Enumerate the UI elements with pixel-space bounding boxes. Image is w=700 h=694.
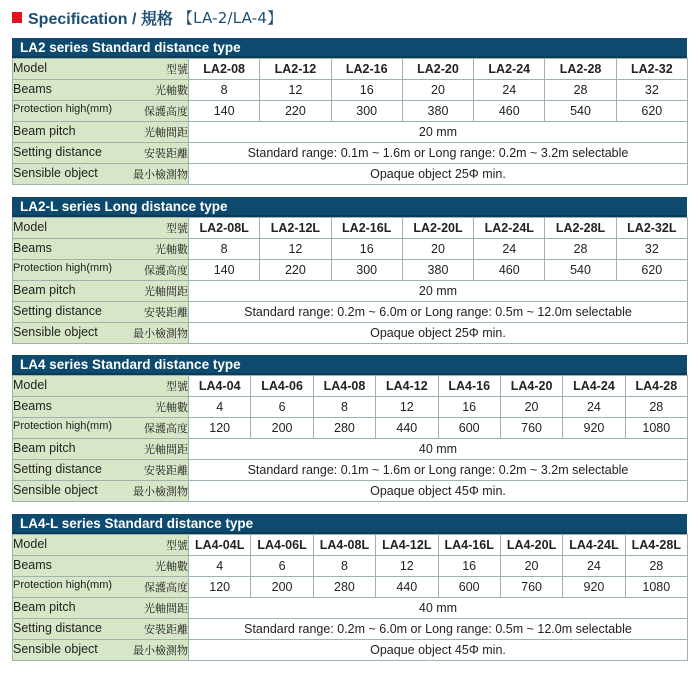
pitch-row	[13, 439, 688, 460]
model-cell: LA2-08L	[189, 218, 260, 239]
model-cell: LA2-32	[616, 59, 687, 80]
row-label	[13, 302, 189, 323]
row-label	[13, 218, 189, 239]
beams-cell: 24	[474, 239, 545, 260]
row-label-zh: 最小檢測物	[133, 644, 188, 657]
row-label-zh: 保護高度	[144, 105, 188, 118]
beams-row	[13, 239, 688, 260]
model-cell: LA4-28L	[625, 535, 687, 556]
row-label-zh: 光軸數	[155, 401, 188, 414]
setting-value: Standard range: 0.2m ~ 6.0m or Long range: 0.5m ~ 12.0m selectable	[189, 302, 688, 323]
row-label-zh: 安裝距離	[144, 623, 188, 636]
row-label-zh: 光軸數	[155, 560, 188, 573]
model-cell: LA2-20	[402, 59, 473, 80]
row-label	[13, 481, 189, 502]
beams-cell: 20	[500, 556, 562, 577]
model-cell: LA4-12	[376, 376, 438, 397]
beams-cell: 12	[376, 397, 438, 418]
pitch-row	[13, 598, 688, 619]
row-label-zh: 安裝距離	[144, 464, 188, 477]
row-label-zh: 保護高度	[144, 264, 188, 277]
spec-section	[12, 38, 687, 185]
model-row	[13, 376, 688, 397]
model-cell: LA4-06L	[251, 535, 313, 556]
protection-cell: 220	[260, 101, 331, 122]
pitch-value: 40 mm	[189, 439, 688, 460]
pitch-value: 40 mm	[189, 598, 688, 619]
model-cell: LA2-32L	[616, 218, 687, 239]
pitch-row	[13, 122, 688, 143]
row-label	[13, 323, 189, 344]
setting-row	[13, 619, 688, 640]
protection-cell: 280	[313, 577, 375, 598]
row-label	[13, 418, 189, 439]
beams-cell: 8	[189, 80, 260, 101]
protection-cell: 200	[251, 418, 313, 439]
model-cell: LA2-24L	[474, 218, 545, 239]
row-label-en: Beams	[13, 82, 52, 96]
beams-row	[13, 397, 688, 418]
protection-cell: 620	[616, 260, 687, 281]
spec-table	[12, 375, 688, 502]
row-label-en: Beams	[13, 399, 52, 413]
model-cell: LA4-12L	[376, 535, 438, 556]
protection-cell: 540	[545, 101, 616, 122]
row-label-zh: 光軸間距	[144, 443, 188, 456]
row-label-zh: 保護高度	[144, 422, 188, 435]
pitch-value: 20 mm	[189, 281, 688, 302]
protection-cell: 600	[438, 577, 500, 598]
protection-cell: 760	[500, 577, 562, 598]
model-cell: LA4-20L	[500, 535, 562, 556]
row-label	[13, 122, 189, 143]
model-cell: LA4-06	[251, 376, 313, 397]
row-label	[13, 598, 189, 619]
row-label-en: Protection high(mm)	[13, 579, 113, 591]
row-label	[13, 535, 189, 556]
model-cell: LA4-24	[563, 376, 625, 397]
beams-cell: 24	[563, 397, 625, 418]
beams-cell: 16	[331, 239, 402, 260]
row-label-zh: 最小檢測物	[133, 168, 188, 181]
pitch-value: 20 mm	[189, 122, 688, 143]
protection-row	[13, 260, 688, 281]
pitch-row	[13, 281, 688, 302]
model-cell: LA2-16	[331, 59, 402, 80]
row-label	[13, 577, 189, 598]
protection-cell: 280	[313, 418, 375, 439]
beams-cell: 16	[331, 80, 402, 101]
row-label-en: Sensible object	[13, 483, 98, 497]
row-label-en: Setting distance	[13, 304, 102, 318]
beams-cell: 16	[438, 397, 500, 418]
protection-cell: 920	[563, 577, 625, 598]
model-cell: LA4-08L	[313, 535, 375, 556]
row-label	[13, 397, 189, 418]
beams-cell: 20	[500, 397, 562, 418]
row-label-zh: 保護高度	[144, 581, 188, 594]
row-label-zh: 安裝距離	[144, 147, 188, 160]
protection-cell: 620	[616, 101, 687, 122]
model-cell: LA4-20	[500, 376, 562, 397]
model-cell: LA2-16L	[331, 218, 402, 239]
protection-cell: 600	[438, 418, 500, 439]
beams-cell: 4	[189, 397, 251, 418]
protection-row	[13, 418, 688, 439]
model-cell: LA2-20L	[402, 218, 473, 239]
protection-cell: 440	[376, 577, 438, 598]
row-label	[13, 59, 189, 80]
model-cell: LA4-04L	[189, 535, 251, 556]
row-label	[13, 239, 189, 260]
section-heading: LA2-L series Long distance type	[12, 197, 687, 217]
row-label-zh: 型號	[166, 539, 188, 552]
spec-table	[12, 58, 688, 185]
spec-table	[12, 217, 688, 344]
section-heading: LA2 series Standard distance type	[12, 38, 687, 58]
beams-cell: 28	[545, 80, 616, 101]
row-label-zh: 光軸間距	[144, 285, 188, 298]
row-label-en: Setting distance	[13, 462, 102, 476]
model-row	[13, 59, 688, 80]
beams-cell: 28	[545, 239, 616, 260]
model-cell: LA4-16L	[438, 535, 500, 556]
row-label-en: Beam pitch	[13, 600, 76, 614]
model-cell: LA2-08	[189, 59, 260, 80]
model-cell: LA4-24L	[563, 535, 625, 556]
beams-cell: 24	[563, 556, 625, 577]
section-heading: LA4 series Standard distance type	[12, 355, 687, 375]
row-label-en: Model	[13, 378, 48, 392]
row-label	[13, 556, 189, 577]
beams-cell: 12	[376, 556, 438, 577]
row-label	[13, 281, 189, 302]
row-label-en: Model	[13, 220, 48, 234]
row-label-zh: 光軸數	[155, 84, 188, 97]
setting-value: Standard range: 0.1m ~ 1.6m or Long range: 0.2m ~ 3.2m selectable	[189, 460, 688, 481]
row-label	[13, 376, 189, 397]
setting-row	[13, 143, 688, 164]
row-label-en: Sensible object	[13, 642, 98, 656]
model-cell: LA2-12L	[260, 218, 331, 239]
model-cell: LA4-16	[438, 376, 500, 397]
beams-cell: 20	[402, 80, 473, 101]
row-label	[13, 640, 189, 661]
sensible-row	[13, 164, 688, 185]
setting-value: Standard range: 0.1m ~ 1.6m or Long range: 0.2m ~ 3.2m selectable	[189, 143, 688, 164]
beams-cell: 12	[260, 239, 331, 260]
row-label-en: Protection high(mm)	[13, 103, 113, 115]
section-heading: LA4-L series Standard distance type	[12, 514, 687, 534]
model-row	[13, 535, 688, 556]
protection-cell: 540	[545, 260, 616, 281]
beams-row	[13, 556, 688, 577]
row-label	[13, 460, 189, 481]
protection-cell: 460	[474, 101, 545, 122]
row-label	[13, 101, 189, 122]
model-cell: LA4-04	[189, 376, 251, 397]
row-label-en: Beam pitch	[13, 441, 76, 455]
spec-section	[12, 514, 687, 661]
beams-cell: 32	[616, 239, 687, 260]
row-label-en: Beams	[13, 558, 52, 572]
sensible-value: Opaque object 45Φ min.	[189, 481, 688, 502]
beams-cell: 6	[251, 397, 313, 418]
protection-row	[13, 101, 688, 122]
row-label	[13, 164, 189, 185]
row-label-en: Beam pitch	[13, 124, 76, 138]
row-label-en: Setting distance	[13, 621, 102, 635]
protection-cell: 140	[189, 101, 260, 122]
model-cell: LA4-28	[625, 376, 687, 397]
row-label-en: Model	[13, 61, 48, 75]
row-label-zh: 光軸間距	[144, 602, 188, 615]
sensible-value: Opaque object 45Φ min.	[189, 640, 688, 661]
beams-cell: 24	[474, 80, 545, 101]
row-label-en: Protection high(mm)	[13, 420, 113, 432]
sensible-row	[13, 640, 688, 661]
protection-cell: 120	[189, 577, 251, 598]
setting-row	[13, 460, 688, 481]
beams-cell: 32	[616, 80, 687, 101]
protection-cell: 440	[376, 418, 438, 439]
beams-cell: 8	[189, 239, 260, 260]
model-cell: LA2-28L	[545, 218, 616, 239]
row-label	[13, 619, 189, 640]
sensible-row	[13, 323, 688, 344]
beams-cell: 6	[251, 556, 313, 577]
protection-cell: 300	[331, 101, 402, 122]
protection-cell: 1080	[625, 418, 687, 439]
beams-cell: 28	[625, 397, 687, 418]
page-title: Specification / 規格	[28, 10, 173, 28]
protection-cell: 220	[260, 260, 331, 281]
row-label	[13, 143, 189, 164]
beams-row	[13, 80, 688, 101]
protection-cell: 920	[563, 418, 625, 439]
protection-cell: 200	[251, 577, 313, 598]
page-header	[12, 6, 282, 28]
page-subtitle: 【LA-2/LA-4】	[177, 8, 283, 27]
row-label	[13, 260, 189, 281]
protection-cell: 140	[189, 260, 260, 281]
beams-cell: 20	[402, 239, 473, 260]
beams-cell: 4	[189, 556, 251, 577]
model-cell: LA2-28	[545, 59, 616, 80]
protection-cell: 120	[189, 418, 251, 439]
protection-cell: 460	[474, 260, 545, 281]
row-label-en: Beams	[13, 241, 52, 255]
beams-cell: 28	[625, 556, 687, 577]
sensible-row	[13, 481, 688, 502]
row-label-zh: 最小檢測物	[133, 327, 188, 340]
row-label-en: Setting distance	[13, 145, 102, 159]
row-label-zh: 最小檢測物	[133, 485, 188, 498]
sensible-value: Opaque object 25Φ min.	[189, 323, 688, 344]
row-label	[13, 439, 189, 460]
beams-cell: 12	[260, 80, 331, 101]
protection-cell: 300	[331, 260, 402, 281]
beams-cell: 8	[313, 397, 375, 418]
row-label-en: Beam pitch	[13, 283, 76, 297]
protection-cell: 380	[402, 101, 473, 122]
setting-value: Standard range: 0.2m ~ 6.0m or Long range: 0.5m ~ 12.0m selectable	[189, 619, 688, 640]
beams-cell: 16	[438, 556, 500, 577]
spec-section	[12, 197, 687, 344]
row-label-en: Sensible object	[13, 325, 98, 339]
row-label-en: Model	[13, 537, 48, 551]
spec-table	[12, 534, 688, 661]
protection-cell: 1080	[625, 577, 687, 598]
row-label-zh: 型號	[166, 222, 188, 235]
model-cell: LA2-24	[474, 59, 545, 80]
row-label	[13, 80, 189, 101]
row-label-zh: 安裝距離	[144, 306, 188, 319]
protection-cell: 760	[500, 418, 562, 439]
row-label-zh: 光軸間距	[144, 126, 188, 139]
red-square-icon	[12, 12, 22, 23]
row-label-en: Protection high(mm)	[13, 262, 113, 274]
model-cell: LA2-12	[260, 59, 331, 80]
setting-row	[13, 302, 688, 323]
model-cell: LA4-08	[313, 376, 375, 397]
protection-cell: 380	[402, 260, 473, 281]
row-label-zh: 型號	[166, 63, 188, 76]
spec-section	[12, 355, 687, 502]
model-row	[13, 218, 688, 239]
row-label-en: Sensible object	[13, 166, 98, 180]
row-label-zh: 光軸數	[155, 243, 188, 256]
beams-cell: 8	[313, 556, 375, 577]
row-label-zh: 型號	[166, 380, 188, 393]
sensible-value: Opaque object 25Φ min.	[189, 164, 688, 185]
protection-row	[13, 577, 688, 598]
